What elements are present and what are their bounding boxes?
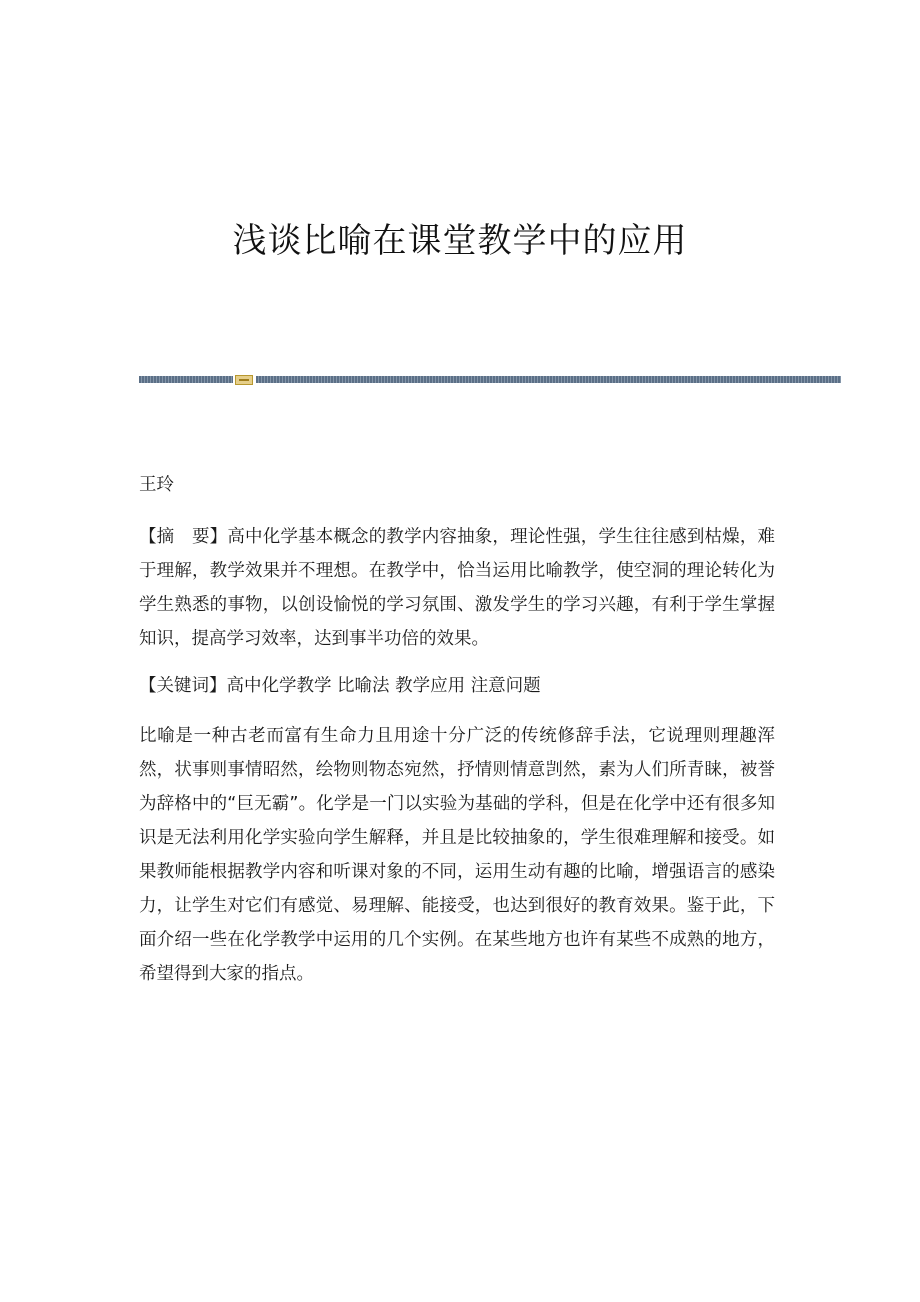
body-paragraph: 比喻是一种古老而富有生命力且用途十分广泛的传统修辞手法，它说理则理趣浑然，状事则事情昭然，绘物则物态宛然，抒情则情意剀然，素为人们所青睐，被誉为辞格中的“巨无霸”。化学是一门以实验为基础的学科，但是在化学中还有很多知识是无法利用化学实验向学生解释，并且是比较抽象的，学生很难理解和接受。如果教师能根据教学内容和听课对象的不同，运用生动有趣的比喻，增强语言的感染力，让学生对它们有感觉、易理解、能接受，也达到很好的教育效果。鉴于此，下面介绍一些在化学教学中运用的几个实例。在某些地方也许有某些不成熟的地方，希望得到大家的指点。 (139, 726, 775, 984)
abstract-paragraph (139, 520, 775, 656)
keywords-text: 高中化学教学 比喻法 教学应用 注意问题 (226, 676, 541, 696)
article-body (139, 468, 775, 991)
divider-ornament-icon (235, 375, 253, 385)
author-name: 王玲 (139, 475, 174, 495)
divider-right-bar (256, 376, 841, 383)
keywords-paragraph (139, 669, 775, 703)
abstract-label: 【摘 要】 (139, 527, 228, 547)
title-divider (139, 375, 841, 385)
page-title: 浅谈比喻在课堂教学中的应用 (232, 221, 688, 261)
divider-left-bar (139, 376, 233, 383)
abstract-text: 高中化学基本概念的教学内容抽象，理论性强，学生往往感到枯燥，难于理解，教学效果并不理想。在教学中，恰当运用比喻教学，使空洞的理论转化为学生熟悉的事物，以创设愉悦的学习氛围、激发学生的学习兴趣，有利于学生掌握知识，提高学习效率，达到事半功倍的效果。 (139, 527, 775, 649)
keywords-label: 【关键词】 (139, 676, 227, 696)
